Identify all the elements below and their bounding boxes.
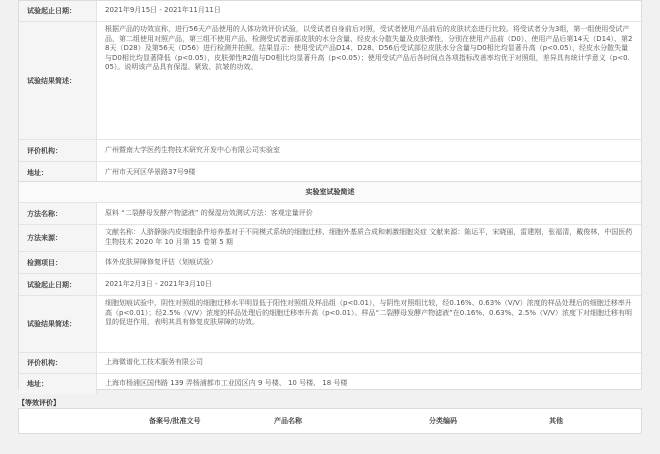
lab-test-period-value: 2021年2月3日 - 2021年3月10日	[105, 279, 212, 288]
method-name-row	[19, 203, 641, 225]
equivalent-eval-title: 【等效评价】	[18, 399, 60, 407]
col-other: 其他	[549, 417, 563, 425]
method-source-value: 文献名称：人脐静脉内皮细胞条件培养基对于不同模式系统的细胞迁移、细胞外基质合成和刺激细胞炎症 文献来源：陈运平，宋晓丽，雷建刚，张福清，戴俊林，中国医药生物技术 2020 年 10 月第 15 卷第 5 期	[105, 228, 633, 246]
address-value: 广州市天河区华景路37号9楼	[105, 167, 196, 176]
col-filing-number: 备案号/批准文号	[149, 417, 201, 425]
lab-address-row	[19, 374, 641, 394]
test-period-label: 试验起止日期：	[19, 1, 97, 21]
method-name-label: 方法名称：	[19, 203, 97, 224]
lab-institution-label: 评价机构：	[19, 353, 97, 373]
test-item-value: 体外皮肤屏障修复评估（划痕试验）	[105, 257, 217, 266]
test-result-value: 根据产品的功效宣称，进行56天产品使用的人体功效评价试验，以受试者自身前后对照，受试者使用产品前后的皮肤状态进行比较。将受试者分为3组，第一组使用受试产品，第二组使用对照产品，第三组不使用产品，检测受试者面部皮肤的水分含量、经皮水分散失量及皮肤弹性，分别在使用产品前（D0）、使用产品后第14天（D14）、第28天（D28）及第56天（D56）进行检测并拍照。结果显示：使用受试产品D14、D28、D56后受试部位皮肤水分含量与D0相比均显著升高（p<0.05），经皮水分散失量与D0相比均显著降低（p<0.05），皮肤弹性R2值与D0相比均显著升高（p<0.05）；使用受试产品后各时间点各项指标改善率均优于对照组，差异具有统计学意义（p<0.05）。说明该产品具有保湿、紧致、抗皱的功效。	[105, 25, 633, 72]
lab-test-result-value: 细胞划痕试验中，阴性对照组的细胞迁移水平明显低于阳性对照组及样品组（p<0.01），与阴性对照组比较，经0.16%、0.63%（V/V）浓度的样品处理后的细胞迁移率升高（p<0.01）；经2.5%（V/V）浓度的样品处理后的细胞迁移率升高（p<0.01）。样品“二裂酵母发酵产物滤液”在0.16%、0.63%、2.5%（V/V）浓度下对细胞迁移有明显的促进作用，表明其具有修复皮肤屏障的功效。	[105, 299, 632, 327]
lab-institution-row	[19, 353, 641, 374]
test-period-row	[19, 1, 641, 22]
lab-institution-value: 上海微谱化工技术服务有限公司	[105, 358, 203, 367]
equivalent-eval-table	[18, 408, 642, 434]
lab-test-period-row	[19, 274, 641, 296]
col-category-code: 分类编码	[429, 417, 457, 425]
test-result-row	[19, 22, 641, 140]
lab-test-period-label: 试验起止日期：	[19, 274, 97, 295]
lab-section-title: 实验室试验简述	[19, 182, 641, 203]
institution-row	[19, 140, 641, 162]
test-item-label: 检测项目：	[19, 252, 97, 273]
address-label: 地址：	[19, 162, 97, 183]
institution-value: 广州暨南大学医药生物技术研究开发中心有限公司实验室	[105, 145, 280, 154]
human-efficacy-panel	[18, 0, 642, 182]
institution-label: 评价机构：	[19, 140, 97, 161]
test-period-value: 2021年9月15日 - 2021年11月11日	[105, 6, 221, 15]
col-product-name: 产品名称	[274, 417, 302, 425]
method-source-row	[19, 225, 641, 252]
address-row	[19, 162, 641, 183]
lab-address-label: 地址：	[19, 374, 97, 394]
method-source-label: 方法来源：	[19, 225, 97, 251]
test-result-label: 试验结果简述：	[19, 22, 97, 139]
test-item-row	[19, 252, 641, 274]
lab-address-value: 上海市杨浦区国伟路 139 弄杨浦都市工业园区内 9 号楼、 10 号楼、 18 号楼	[105, 379, 348, 388]
lab-test-result-row	[19, 296, 641, 353]
method-name-value: 原料 “二裂酵母发酵产物滤液” 的保湿功效测试方法：客观定量评价	[105, 208, 313, 217]
lab-test-result-label: 试验结果简述：	[19, 296, 97, 352]
lab-test-panel	[18, 181, 642, 390]
